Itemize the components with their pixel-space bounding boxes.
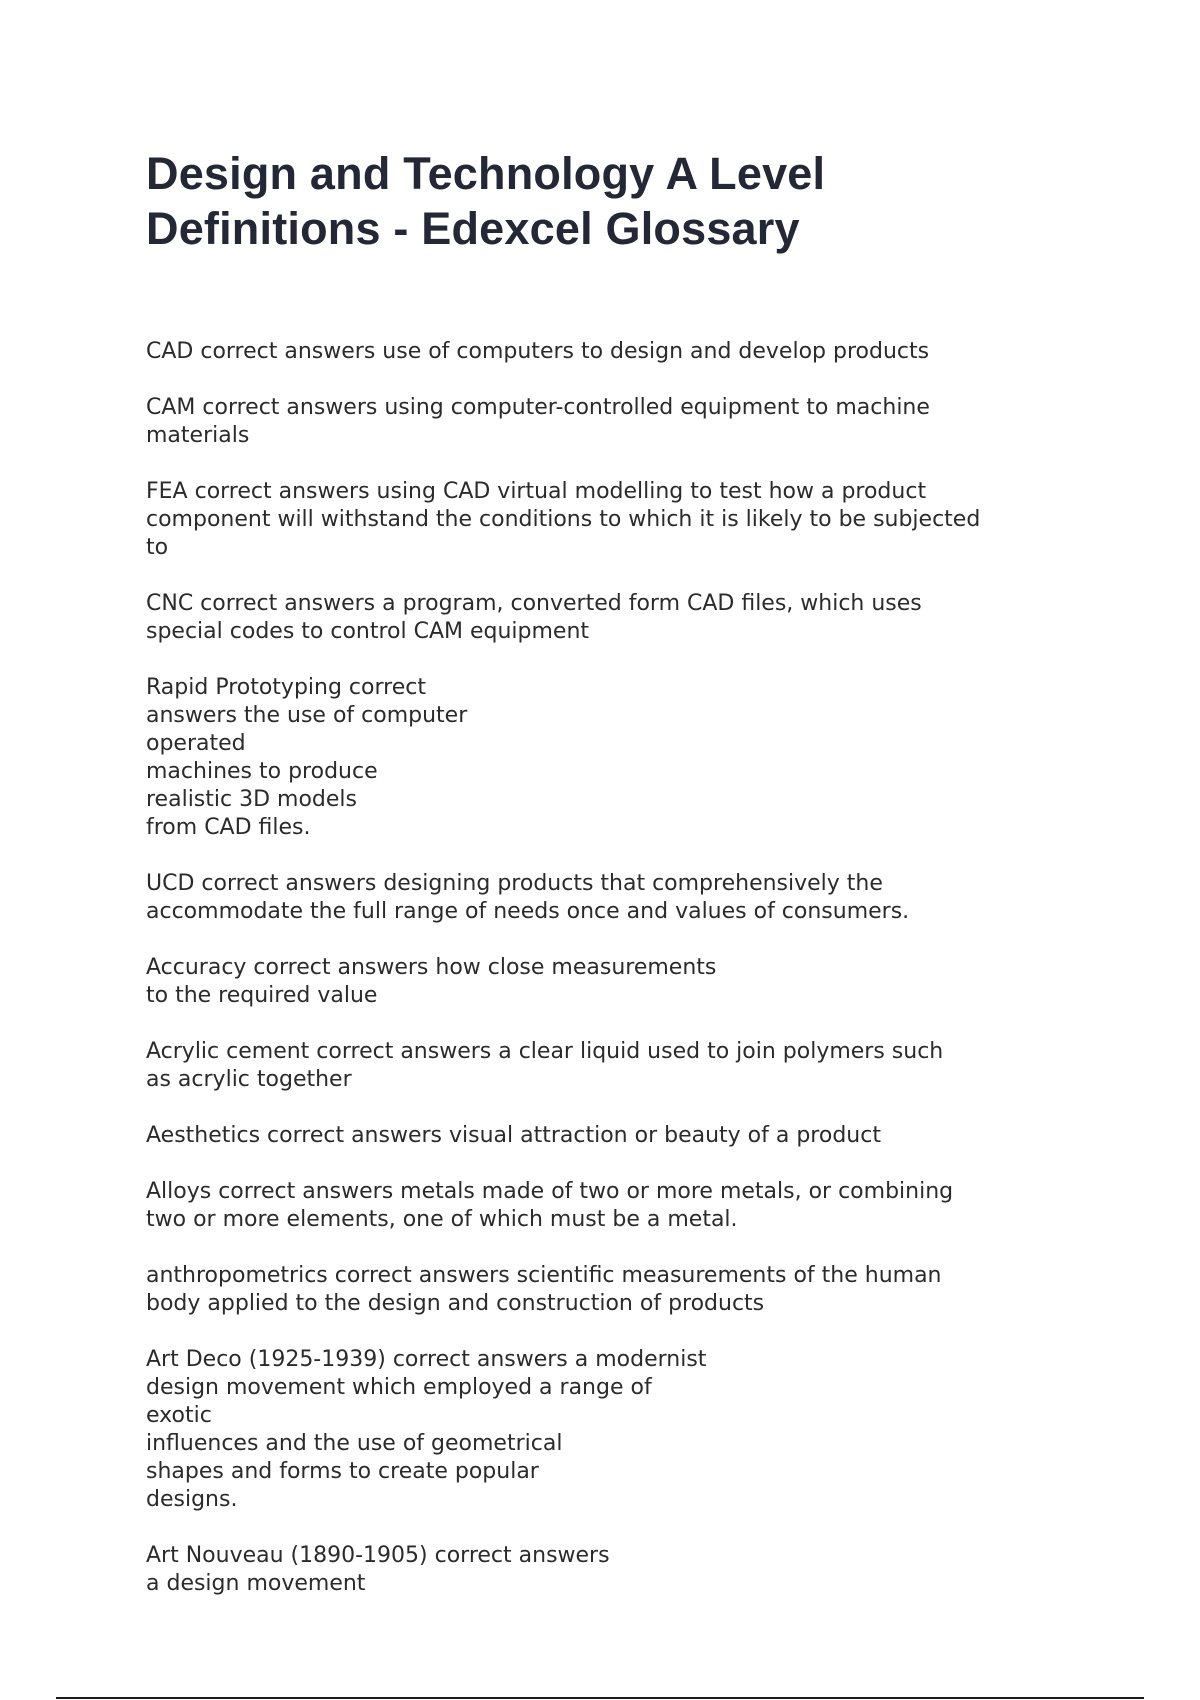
page-bottom-rule	[56, 1697, 1144, 1699]
document-title	[146, 146, 1006, 256]
glossary-entry-cnc: CNC correct answers a program, converted form CAD files, which uses special codes to control CAM equipment	[146, 591, 922, 644]
glossary-entry-cam: CAM correct answers using computer-controlled equipment to machine materials	[146, 395, 930, 448]
glossary-entry-rapid-prototyping: Rapid Prototyping correct answers the use of computer operated machines to produce realistic 3D models from CAD files.	[146, 675, 468, 840]
glossary-entry-aesthetics: Aesthetics correct answers visual attraction or beauty of a product	[146, 1123, 881, 1148]
glossary-entry-anthropometrics: anthropometrics correct answers scientific measurements of the human body applied to the design and construction of products	[146, 1263, 942, 1316]
glossary-entry-acrylic-cement: Acrylic cement correct answers a clear liquid used to join polymers such as acrylic together	[146, 1039, 944, 1092]
glossary-entry-alloys: Alloys correct answers metals made of two or more metals, or combining two or more elements, one of which must be a metal.	[146, 1179, 954, 1232]
glossary-entry-fea: FEA correct answers using CAD virtual modelling to test how a product component will withstand the conditions to which it is likely to be subjected to	[146, 479, 981, 560]
glossary-entry-cad: CAD correct answers use of computers to design and develop products	[146, 339, 930, 364]
glossary-entry-ucd: UCD correct answers designing products that comprehensively the accommodate the full range of needs once and values of consumers.	[146, 871, 910, 924]
title-line-1: Design and Technology A Level	[146, 148, 826, 199]
glossary-list	[146, 338, 1086, 1598]
glossary-entry-accuracy: Accuracy correct answers how close measurements to the required value	[146, 955, 717, 1008]
glossary-entry-art-nouveau: Art Nouveau (1890-1905) correct answers a design movement	[146, 1543, 610, 1596]
title-line-2: Definitions - Edexcel Glossary	[146, 203, 800, 254]
glossary-entry-art-deco: Art Deco (1925-1939) correct answers a modernist design movement which employed a range of exotic influences and the use of geometrical shapes and forms to create popular designs.	[146, 1347, 707, 1512]
